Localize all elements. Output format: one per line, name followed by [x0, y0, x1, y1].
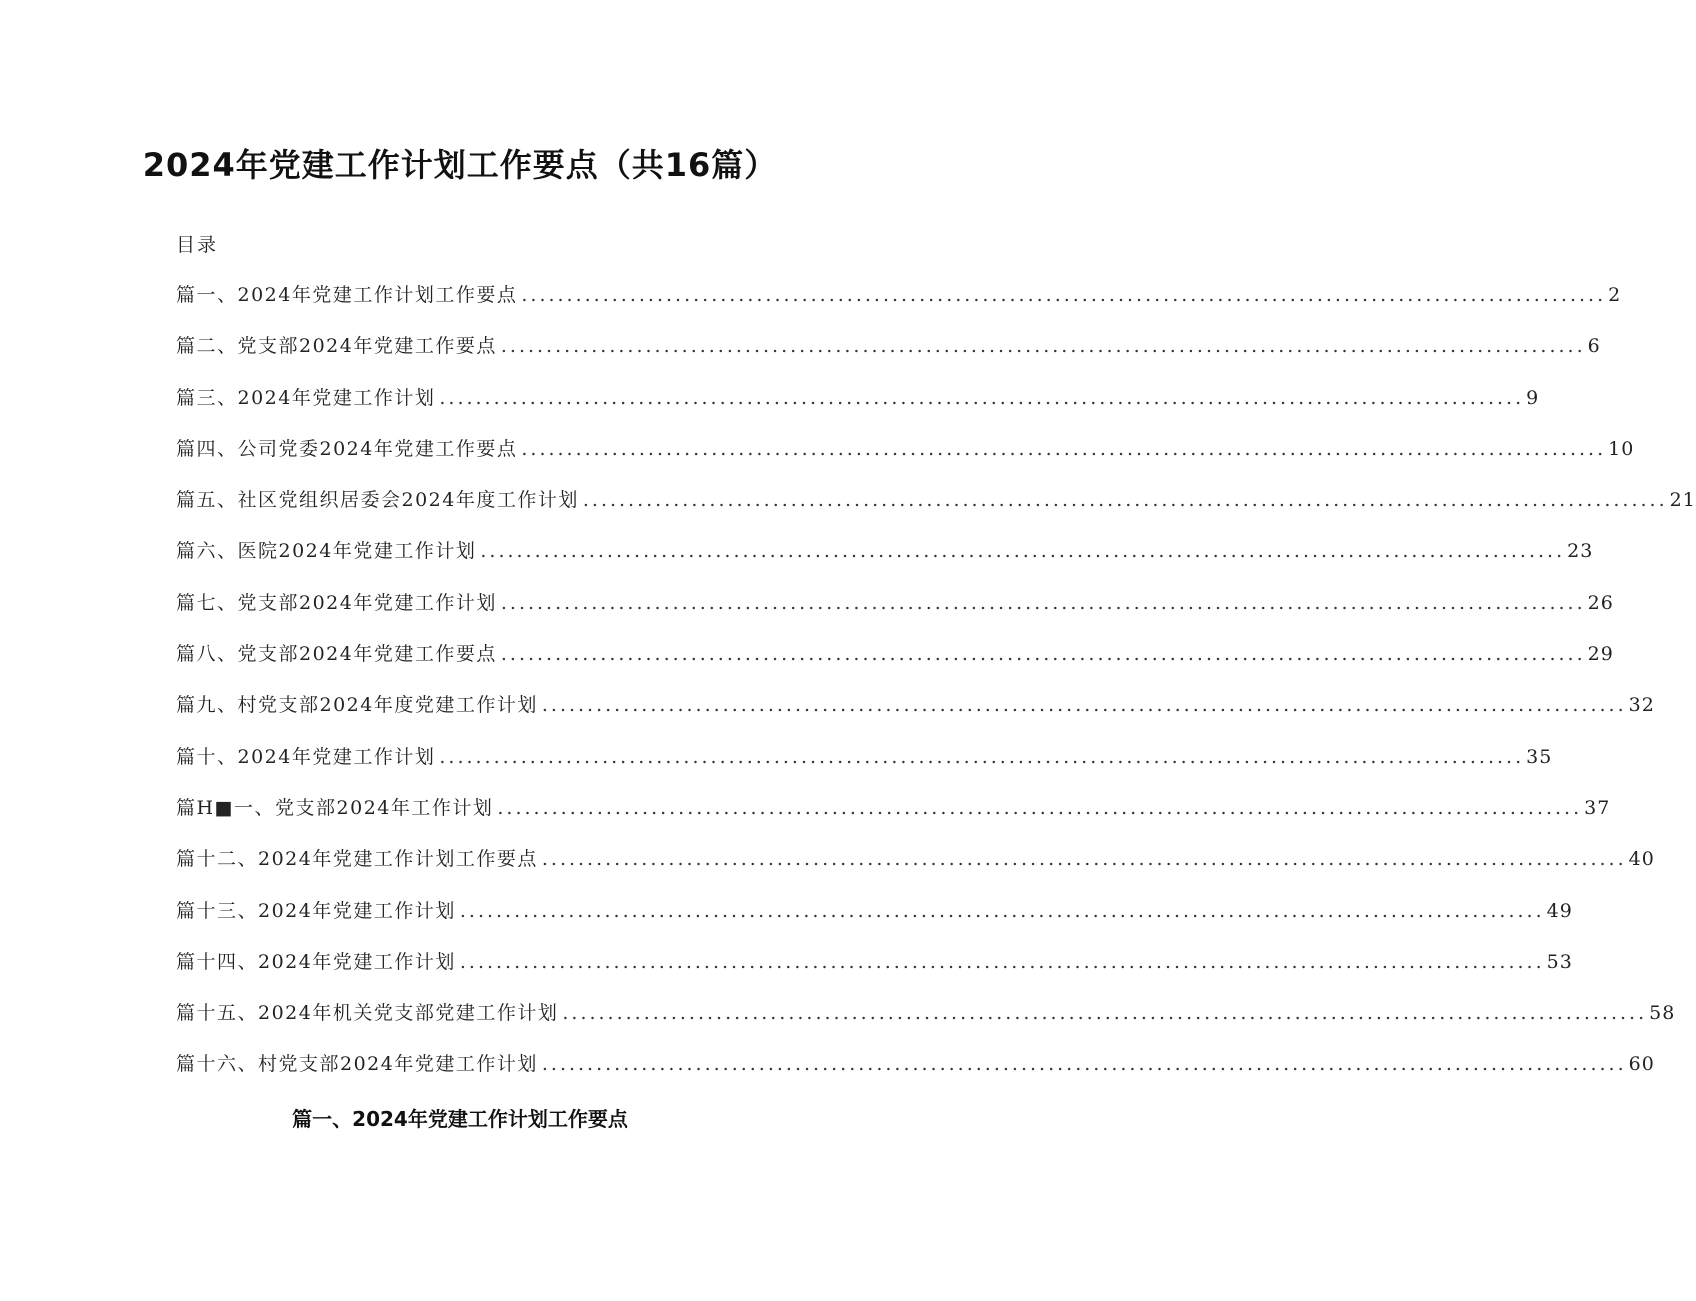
toc-entry[interactable]	[176, 742, 1553, 793]
toc-entry-page-number: 60	[1628, 1053, 1655, 1076]
toc-entry-page-number: 35	[1526, 745, 1553, 768]
toc-entry[interactable]	[176, 998, 1676, 1049]
toc-dot-leader: ........................................................................................................................	[497, 796, 1583, 819]
toc-entry[interactable]	[176, 331, 1601, 382]
toc-entry-label: 篇六、医院2024年党建工作计划	[176, 540, 477, 563]
toc-entry-label: 篇十三、2024年党建工作计划	[176, 899, 456, 922]
toc-dot-leader: ........................................................................................................................	[439, 745, 1525, 768]
toc-entry-page-number: 2	[1608, 284, 1622, 306]
toc-entry[interactable]	[176, 947, 1573, 998]
toc-dot-leader: ........................................................................................................................	[500, 335, 1586, 358]
toc-entry-label: 篇H■一、党支部2024年工作计划	[176, 796, 494, 819]
toc-entry[interactable]	[176, 536, 1594, 587]
toc-entry-page-number: 40	[1628, 848, 1655, 871]
toc-entry-label: 篇九、村党支部2024年度党建工作计划	[176, 694, 538, 717]
toc-entry-label: 篇十、2024年党建工作计划	[176, 745, 436, 768]
toc-entry-label: 篇十四、2024年党建工作计划	[176, 950, 456, 973]
toc-entry-page-number: 6	[1587, 335, 1601, 358]
toc-entry[interactable]	[176, 280, 1622, 331]
toc-dot-leader: ........................................................................................................................	[541, 694, 1627, 717]
toc-dot-leader: ........................................................................................................................	[562, 1002, 1648, 1025]
toc-dot-leader: ........................................................................................................................	[459, 899, 1545, 922]
toc-entry[interactable]	[176, 844, 1655, 895]
toc-dot-leader: ........................................................................................................................	[500, 643, 1586, 666]
toc-heading: 目录	[176, 234, 219, 256]
toc-entry-label: 篇一、2024年党建工作计划工作要点	[176, 284, 518, 306]
toc-dot-leader: ........................................................................................................................	[500, 591, 1586, 614]
toc-entry[interactable]	[176, 434, 1635, 485]
toc-entry-label: 篇八、党支部2024年党建工作要点	[176, 643, 497, 666]
toc-dot-leader: ........................................................................................................................	[541, 1053, 1627, 1076]
toc-dot-leader: ........................................................................................................................	[541, 848, 1627, 871]
toc-entry-page-number: 58	[1649, 1002, 1676, 1025]
toc-dot-leader: ........................................................................................................................	[521, 284, 1607, 306]
toc-entry-page-number: 37	[1584, 796, 1611, 819]
toc-dot-leader: ........................................................................................................................	[582, 489, 1668, 512]
toc-entry[interactable]	[176, 690, 1655, 741]
toc-entry-page-number: 9	[1526, 386, 1540, 409]
table-of-contents	[176, 280, 1696, 1101]
toc-entry[interactable]	[176, 383, 1540, 434]
toc-entry-label: 篇十二、2024年党建工作计划工作要点	[176, 848, 538, 871]
toc-entry-label: 篇十五、2024年机关党支部党建工作计划	[176, 1002, 559, 1025]
toc-dot-leader: ........................................................................................................................	[480, 540, 1566, 563]
toc-dot-leader: ........................................................................................................................	[439, 386, 1525, 409]
toc-entry[interactable]	[176, 485, 1696, 536]
toc-entry-page-number: 23	[1567, 540, 1594, 563]
toc-entry-label: 篇七、党支部2024年党建工作计划	[176, 591, 497, 614]
toc-entry-page-number: 21	[1669, 489, 1696, 512]
toc-entry-label: 篇二、党支部2024年党建工作要点	[176, 335, 497, 358]
toc-entry-page-number: 29	[1587, 643, 1614, 666]
toc-entry-label: 篇五、社区党组织居委会2024年度工作计划	[176, 489, 579, 512]
toc-entry-label: 篇四、公司党委2024年党建工作要点	[176, 437, 518, 460]
toc-entry-page-number: 32	[1628, 694, 1655, 717]
section-heading: 篇一、2024年党建工作计划工作要点	[292, 1107, 628, 1131]
toc-entry-page-number: 26	[1587, 591, 1614, 614]
toc-entry[interactable]	[176, 588, 1614, 639]
toc-dot-leader: ........................................................................................................................	[459, 950, 1545, 973]
toc-entry[interactable]	[176, 896, 1573, 947]
toc-entry-label: 篇三、2024年党建工作计划	[176, 386, 436, 409]
toc-entry-page-number: 10	[1608, 437, 1635, 460]
toc-entry[interactable]	[176, 793, 1611, 844]
toc-entry[interactable]	[176, 1049, 1655, 1100]
toc-dot-leader: ........................................................................................................................	[521, 437, 1607, 460]
toc-entry-label: 篇十六、村党支部2024年党建工作计划	[176, 1053, 538, 1076]
toc-entry[interactable]	[176, 639, 1614, 690]
toc-entry-page-number: 53	[1546, 950, 1573, 973]
toc-entry-page-number: 49	[1546, 899, 1573, 922]
document-title: 2024年党建工作计划工作要点（共16篇）	[142, 146, 778, 184]
